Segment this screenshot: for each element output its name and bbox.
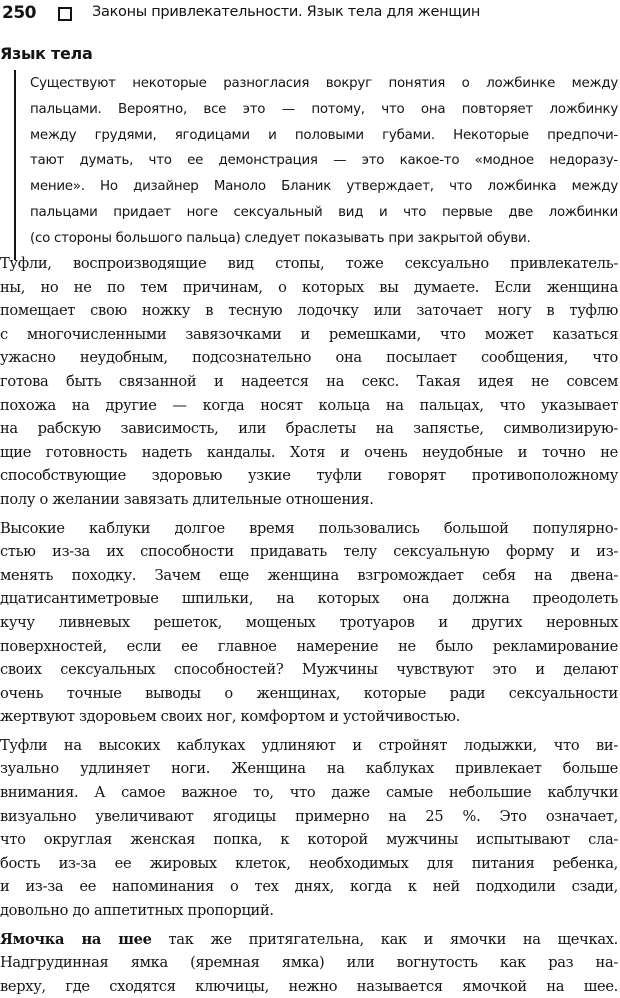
text-line: довольно до аппетитных пропорций. — [0, 902, 274, 920]
text-line: зуально удлиняет ноги. Женщина на каблуках привлекает больше — [0, 760, 618, 778]
text-line: бость из-за ее жировых клеток, необходимых для питания ребенка, — [0, 854, 618, 872]
sidebar-line: между грудями, ягодицами и половыми губами. Некоторые предпочи- — [30, 127, 618, 143]
text-line: на рабскую зависимость, или браслеты на запястье, символизирую- — [0, 420, 618, 438]
text-line: поверхностей, если ее главное намерение не было рекламирование — [0, 637, 618, 655]
sidebar-title: Язык тела — [0, 44, 93, 63]
sidebar-line: тают думать, что ее демонстрация — это какое-то «модное недоразу- — [30, 153, 618, 169]
text-line: способствующие здоровью узкие туфли говорят противоположному — [0, 467, 618, 485]
sidebar-line: мение». Но дизайнер Маноло Бланик утверждает, что ложбинка между — [30, 179, 618, 195]
text-line: с многочисленными завязочками и ремешками, что может казаться — [0, 325, 618, 343]
text-line: Высокие каблуки долгое время пользовались большой популярно- — [0, 519, 618, 537]
text-line: Туфли, воспроизводящие вид стопы, тоже сексуально привлекатель- — [0, 255, 618, 272]
text-line: дцатисантиметровые шпильки, на которых она должна преодолеть — [0, 590, 618, 608]
text-line: готова быть связанной и надеется на секс. Такая идея не совсем — [0, 372, 618, 390]
text-line: очень точные выводы о женщинах, которые ради сексуальности — [0, 684, 618, 702]
text-line: похожа на другие — когда носят кольца на пальцах, что указывает — [0, 396, 618, 414]
text-line: ужасно неудобным, подсознательно она посылает сообщения, что — [0, 349, 618, 367]
text-line: Туфли на высоких каблуках удлиняют и стройнят лодыжки, что ви- — [0, 736, 618, 754]
text-line: визуально увеличивают ягодицы примерно на 25 %. Это означает, — [0, 807, 618, 825]
text-line: внимания. А самое важное то, что даже самые небольшие каблучки — [0, 784, 618, 802]
text-line: своих сексуальных способностей? Мужчины чувствуют это и делают — [0, 661, 618, 679]
text-line: Надгрудинная ямка (яремная ямка) или вогнутость как раз на- — [0, 954, 618, 972]
text-line: полу о желании завязать длительные отношения. — [0, 490, 374, 508]
text-fragment: так же притягательна, как и ямочки на щечках. — [151, 930, 618, 948]
text-line: верху, где сходятся ключицы, нежно называется ямочкой на шее. — [0, 977, 618, 995]
paragraph-4 — [0, 928, 618, 998]
sidebar-line: (со стороны большого пальца) следует показывать при закрытой обуви. — [30, 230, 531, 246]
text-line — [0, 928, 618, 952]
text-line: помещает свою ножку в тесную лодочку или заточает ногу в туфлю — [0, 302, 618, 320]
text-line: стью из-за их способности придавать телу сексуальную форму и из- — [0, 543, 618, 561]
sidebar-text — [30, 71, 618, 252]
sidebar-vertical-rule — [14, 70, 16, 260]
paragraph-2 — [0, 517, 618, 729]
text-line: что округлая женская попка, к которой мужчины испытывают сла- — [0, 831, 618, 849]
text-line: и из-за ее напоминания о тех днях, когда к ней подходили сзади, — [0, 878, 618, 896]
text-line: менять походку. Зачем еще женщина взгромождает себя на двена- — [0, 566, 618, 584]
body-text — [0, 252, 618, 998]
text-line: щие готовность надеть кандалы. Хотя и очень неудобные и точно не — [0, 443, 618, 461]
page-header — [0, 0, 620, 30]
text-line: кучу ливневых решеток, мощеных тротуаров и других неровных — [0, 613, 618, 631]
text-line: жертвуют здоровьем своих ног, комфортом и устойчивостью. — [0, 708, 461, 726]
running-title: Законы привлекательности. Язык тела для женщин — [92, 4, 481, 20]
text-line: ны, но не по тем причинам, о которых вы думаете. Если женщина — [0, 278, 618, 296]
sidebar-line: пальцами. Вероятно, все это — потому, что она повторяет ложбинку — [30, 101, 618, 117]
page-number: 250 — [2, 3, 36, 23]
bold-term: Ямочка на шее — [0, 930, 152, 948]
paragraph-3 — [0, 734, 618, 923]
paragraph-1 — [0, 252, 618, 512]
sidebar-box — [0, 44, 620, 246]
square-bullet-icon — [58, 7, 72, 21]
sidebar-line: пальцами придает ноге сексуальный вид и что первые две ложбинки — [30, 204, 618, 220]
sidebar-line: Существуют некоторые разногласия вокруг понятия о ложбинке между — [30, 76, 618, 91]
